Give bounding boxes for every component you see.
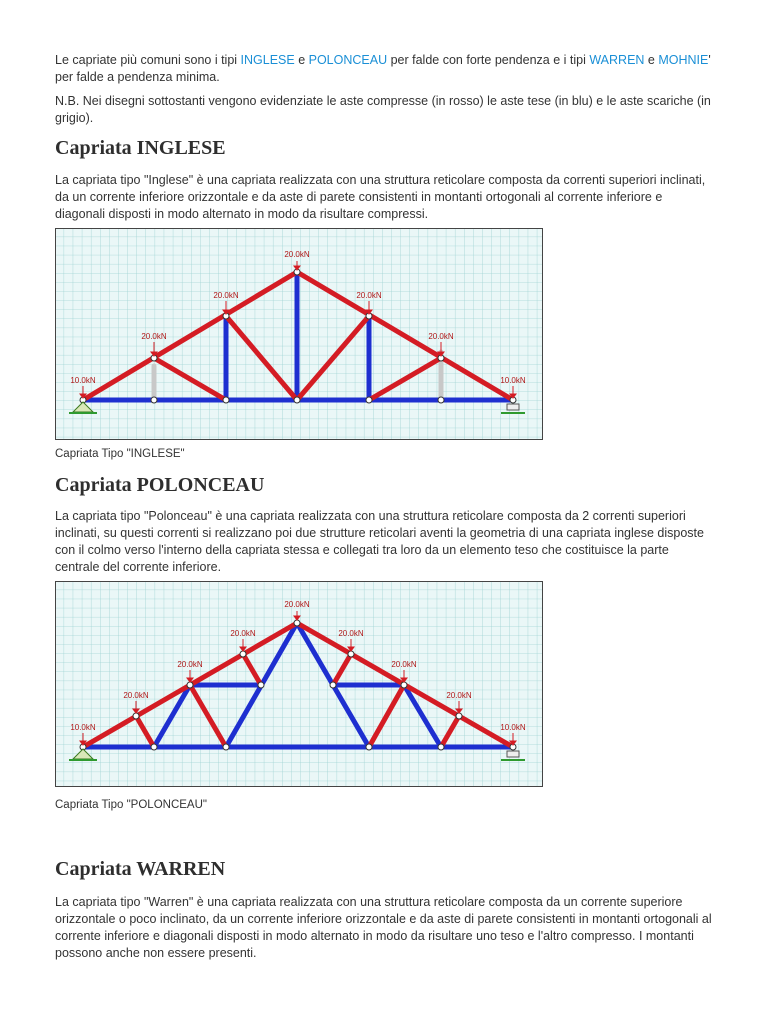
- section-text-warren: La capriata tipo "Warren" è una capriata realizzata con una struttura reticolare composta da un corrente superiore orizzontale o poco inclinato, da un corrente inferiore orizzontale e da aste di parete consistenti in montanti ortogonali al corrente inferiore e diagonali disposti in modo alternato in modo da risultare uno teso e l'altro compresso. I montanti possono anche non essere presenti.: [55, 895, 712, 960]
- node: [438, 397, 444, 403]
- load-label: 20.0kN: [141, 332, 167, 341]
- section-text-inglese: La capriata tipo "Inglese" è una capriata realizzata con una struttura reticolare composta da correnti superiori inclinati, da un corrente inferiore orizzontale e da aste di parete consistenti in montanti ortogonali al corrente inferiore e diagonali disposti in modo alternato in modo da risultare compressi.: [55, 173, 706, 221]
- load-label: 10.0kN: [70, 376, 96, 385]
- node: [151, 744, 157, 750]
- load-label: 20.0kN: [356, 291, 382, 300]
- load-label: 20.0kN: [391, 660, 417, 669]
- node: [223, 744, 229, 750]
- load-label: 20.0kN: [230, 629, 256, 638]
- link-inglese[interactable]: INGLESE: [240, 53, 295, 67]
- section-title-polonceau: Capriata POLONCEAU: [55, 474, 265, 496]
- node: [348, 651, 354, 657]
- link-polonceau[interactable]: POLONCEAU: [308, 53, 388, 67]
- intro-text-2: e: [294, 53, 309, 67]
- load-label: 20.0kN: [177, 660, 203, 669]
- node: [294, 620, 300, 626]
- load-label: 20.0kN: [428, 332, 454, 341]
- caption-inglese: Capriata Tipo "INGLESE": [55, 448, 185, 460]
- link-warren[interactable]: WARREN: [589, 53, 645, 67]
- section-text-polonceau: La capriata tipo "Polonceau" è una capriata realizzata con una struttura reticolare composta da 2 correnti superiori inclinati, su questi correnti si realizzano poi due strutture reticolari aventi la geometria di una capriata inglese disposte con il colmo verso l'interno della capriata stessa e collegati tra loro da un elemento teso che costituisce la parte centrale del corrente inferiore.: [55, 509, 704, 574]
- node: [456, 713, 462, 719]
- node: [240, 651, 246, 657]
- load-label: 10.0kN: [500, 723, 526, 732]
- node: [330, 682, 336, 688]
- roller-support-icon: [507, 404, 519, 410]
- intro-text-5: ' per falde a pendenza minima.: [55, 53, 711, 84]
- node: [151, 397, 157, 403]
- caption-polonceau: Capriata Tipo "POLONCEAU": [55, 799, 207, 811]
- load-label: 20.0kN: [446, 691, 472, 700]
- node: [438, 744, 444, 750]
- node: [294, 397, 300, 403]
- load-label: 20.0kN: [284, 250, 310, 259]
- link-mohnie[interactable]: MOHNIE: [658, 53, 709, 67]
- node: [223, 397, 229, 403]
- intro-paragraph: [55, 52, 715, 86]
- truss-polonceau-diagram: [55, 581, 543, 787]
- node: [258, 682, 264, 688]
- node: [366, 744, 372, 750]
- load-label: 20.0kN: [284, 600, 310, 609]
- intro-text-3: per falde con forte pendenza e i tipi: [387, 53, 590, 67]
- node: [133, 713, 139, 719]
- load-label: 20.0kN: [213, 291, 239, 300]
- roller-support-icon: [507, 751, 519, 757]
- load-label: 10.0kN: [500, 376, 526, 385]
- node: [187, 682, 193, 688]
- intro-text-1: Le capriate più comuni sono i tipi: [55, 53, 241, 67]
- intro-text-4: e: [644, 53, 659, 67]
- truss-inglese-diagram: [55, 228, 543, 440]
- node: [366, 397, 372, 403]
- load-label: 20.0kN: [338, 629, 364, 638]
- load-label: 10.0kN: [70, 723, 96, 732]
- node: [401, 682, 407, 688]
- load-label: 20.0kN: [123, 691, 149, 700]
- section-title-inglese: Capriata INGLESE: [55, 137, 226, 159]
- section-title-warren: Capriata WARREN: [55, 858, 226, 880]
- note-paragraph: N.B. Nei disegni sottostanti vengono evidenziate le aste compresse (in rosso) le aste tese (in blu) e le aste scariche (in grigio).: [55, 94, 711, 125]
